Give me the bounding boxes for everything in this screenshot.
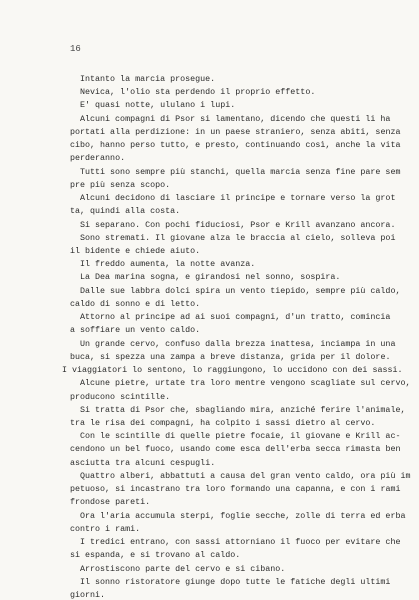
text-line: giorni. bbox=[70, 590, 106, 600]
text-line: Ora l'aria accumula sterpi, foglie secche, zolle di terra ed erba bbox=[80, 510, 406, 521]
text-line: La Dea marina sogna, e girandosi nel sonno, sospira. bbox=[80, 272, 341, 283]
text-line: Con le scintille di quelle pietre focaie, il giovane e Krill ac- bbox=[80, 431, 401, 442]
text-line: Si tratta di Psor che, sbagliando mira, anziché ferire l'animale, bbox=[80, 404, 406, 415]
page-number: 16 bbox=[70, 44, 81, 54]
text-line: tra le risa dei compagni, ha colpito i sassi dietro al cervo. bbox=[70, 418, 376, 428]
text-line: Arrostiscono parte del cervo e si cibano. bbox=[80, 563, 286, 574]
text-line: Si separano. Con pochi fiduciosi, Psor e Krill avanzano ancora. bbox=[80, 219, 396, 230]
text-line: il bidente e chiede aiuto. bbox=[70, 246, 201, 256]
text-line: Dalle sue labbra dolci spira un vento tiepido, sempre più caldo, bbox=[80, 285, 401, 296]
text-line: buca, si spezza una zampa a breve distanza, grida per il dolore. bbox=[70, 351, 391, 362]
text-line: Quattro alberi, abbattuti a causa del gran vento caldo, ora più im bbox=[80, 470, 411, 481]
text-line: asciutta tra alcuni cespugli. bbox=[70, 457, 216, 468]
text-line: a soffiare un vento caldo. bbox=[70, 325, 201, 336]
text-line: Alcuni decidono di lasciare il principe e tornare verso la grot bbox=[80, 193, 396, 204]
text-line: petuoso, si incastrano tra loro formando una capanna, e con i rami bbox=[70, 484, 401, 495]
text-line: Il sonno ristoratore giunge dopo tutte le fatiche degli ultimi bbox=[80, 576, 391, 587]
text-line: Sono stremati. Il giovane alza le braccia al cielo, solleva poi bbox=[80, 232, 396, 243]
text-line: E' quasi notte, ululano i lupi. bbox=[80, 100, 236, 111]
text-line: caldo di sonno e di letto. bbox=[70, 298, 201, 309]
text-line: frondose pareti. bbox=[70, 497, 151, 508]
text-line: Nevica, l'olio sta perdendo il proprio effetto. bbox=[80, 87, 316, 98]
text-line: cibo, hanno perso tutto, e presto, continuando così, anche la vita bbox=[70, 140, 401, 151]
text-line: si espanda, e si trovano al caldo. bbox=[70, 550, 241, 561]
text-line: I tredici entrano, con sassi attorniano il fuoco per evitare che bbox=[80, 537, 401, 548]
text-line: Un grande cervo, confuso dalla brezza inattesa, inciampa in una bbox=[80, 338, 396, 349]
text-line: I viaggiatori lo sentono, lo raggiungono, lo uccidono con dei sassi. bbox=[62, 365, 403, 376]
text-line: Tutti sono sempre più stanchi, quella marcia senza fine pare sem bbox=[80, 166, 401, 177]
text-line: Intanto la marcia prosegue. bbox=[80, 74, 216, 84]
text-line: Attorno al principe ad ai suoi compagni, d'un tratto, comincia bbox=[80, 312, 391, 323]
text-line: producono scintille. bbox=[70, 391, 171, 402]
text-line: Il freddo aumenta, la notte avanza. bbox=[80, 259, 256, 270]
text-line: portati alla perdizione: in un paese straniero, senza abiti, senza bbox=[70, 126, 401, 137]
text-line: Alcuni compagni di Psor si lamentano, dicendo che questi li ha bbox=[80, 113, 391, 124]
text-line: contro i rami. bbox=[70, 523, 141, 534]
text-line: ta, quindi alla costa. bbox=[70, 206, 181, 217]
text-line: pre più senza scopo. bbox=[70, 179, 171, 190]
text-line: cendono un bel fuoco, usando come esca dell'erba secca rimasta ben bbox=[70, 444, 401, 455]
text-line: Alcune pietre, urtate tra loro mentre vengono scagliate sul cervo, bbox=[80, 378, 411, 389]
text-line: perderanno. bbox=[70, 153, 126, 164]
